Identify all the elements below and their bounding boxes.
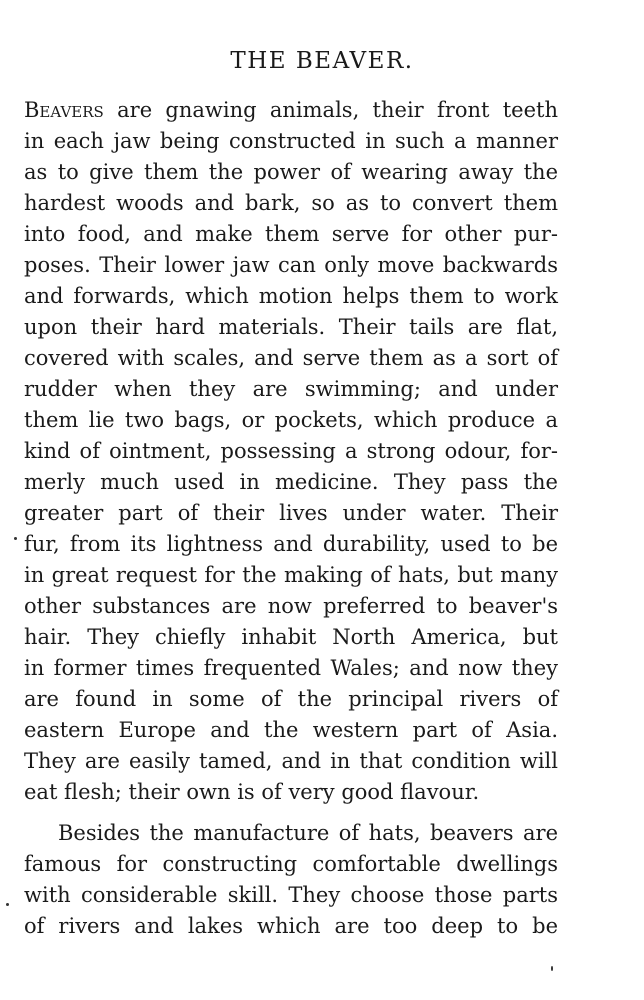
text-line: They are easily tamed, and in that condition will — [24, 749, 558, 773]
text-line: them lie two bags, or pockets, which produce a — [24, 408, 558, 432]
drop-word: Beavers — [24, 98, 104, 122]
text-line: upon their hard materials. Their tails are flat, — [24, 315, 558, 339]
text-line: Beavers are gnawing animals, their front teeth — [24, 98, 558, 122]
text-line: in former times frequented Wales; and now they — [24, 656, 558, 680]
text-line: fur, from its lightness and durability, used to be — [24, 532, 558, 556]
text-line: kind of ointment, possessing a strong odour, for- — [24, 439, 558, 463]
text-line: in great request for the making of hats, but many — [24, 563, 558, 587]
text-line: covered with scales, and serve them as a sort of — [24, 346, 558, 370]
page-title: THE BEAVER. — [230, 48, 414, 74]
text-line: into food, and make them serve for other pur- — [24, 222, 558, 246]
text-line: merly much used in medicine. They pass the — [24, 470, 558, 494]
print-speck — [14, 537, 17, 540]
text-line: Besides the manufacture of hats, beavers are — [58, 821, 558, 845]
text-line: and forwards, which motion helps them to work — [24, 284, 558, 308]
text-line: famous for constructing comfortable dwellings — [24, 852, 558, 876]
print-speck — [6, 903, 9, 906]
text-line: eat flesh; their own is of very good flavour. — [24, 780, 480, 804]
text-line: poses. Their lower jaw can only move backwards — [24, 253, 558, 277]
text-line: eastern Europe and the western part of Asia. — [24, 718, 558, 742]
text-line: rudder when they are swimming; and under — [24, 377, 558, 401]
text-line: hair. They chiefly inhabit North America, but — [24, 625, 558, 649]
text-line: as to give them the power of wearing away the — [24, 160, 558, 184]
text-line: hardest woods and bark, so as to convert them — [24, 191, 558, 215]
text-line: of rivers and lakes which are too deep to be — [24, 914, 558, 938]
text-line: are found in some of the principal rivers of — [24, 687, 558, 711]
text-line: greater part of their lives under water. Their — [24, 501, 558, 525]
text-line: with considerable skill. They choose those parts — [24, 883, 558, 907]
print-speck — [551, 966, 553, 971]
text-line: in each jaw being constructed in such a manner — [24, 129, 558, 153]
text-line: other substances are now preferred to beaver's — [24, 594, 558, 618]
